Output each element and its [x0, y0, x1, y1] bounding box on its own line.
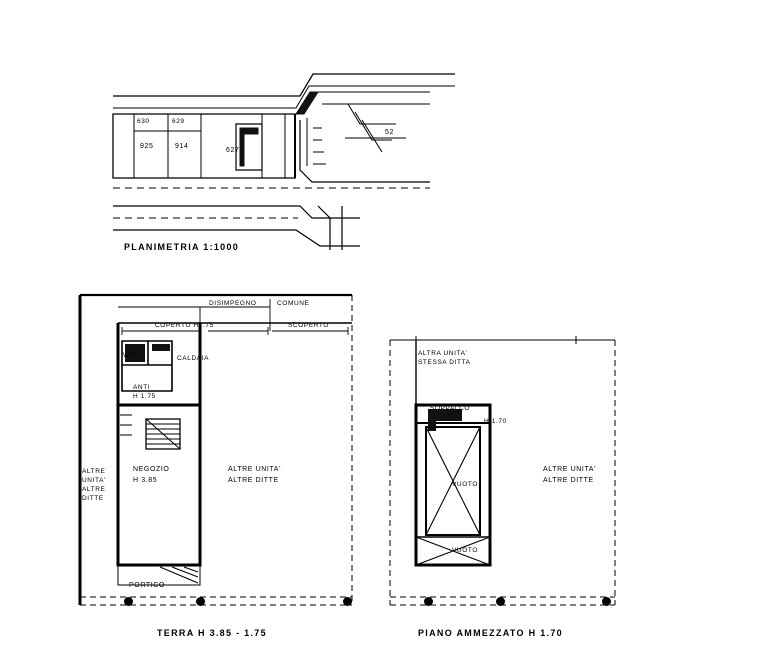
- planimetria-caption: PLANIMETRIA 1:1000: [124, 242, 240, 252]
- label-altre-left-4: DITTE: [82, 495, 104, 502]
- label-altra-unita-2: STESSA DITTA: [418, 359, 471, 366]
- label-soppalco-height: H 1.70: [484, 418, 507, 425]
- planimetria-vector: [0, 0, 762, 290]
- label-altre-ditte-amm: ALTRE DITTE: [543, 477, 594, 484]
- label-disimpegno: DISIMPEGNO: [209, 300, 257, 307]
- label-altre-unita-amm: ALTRE UNITA': [543, 466, 597, 473]
- label-scoperto: SCOPERTO: [288, 322, 330, 329]
- label-altre-unita-terra: ALTRE UNITA': [228, 466, 282, 473]
- label-negozio: NEGOZIO: [133, 466, 170, 473]
- parcel-label-925: 925: [140, 143, 154, 150]
- label-vuoto-2: VUOTO: [452, 547, 478, 554]
- label-negozio-height: H 3.85: [133, 477, 158, 484]
- label-anti: ANTI: [133, 384, 151, 391]
- label-altra-unita-1: ALTRA UNITA': [418, 350, 468, 357]
- label-wc: W.C.: [123, 352, 140, 359]
- pillar-dot: [602, 597, 611, 606]
- label-altre-left-3: ALTRE: [82, 486, 106, 493]
- plan-terra-vector: [0, 285, 400, 665]
- label-caldaia: CALDAIA: [177, 355, 210, 362]
- parcel-label-630: 630: [137, 118, 150, 125]
- plan-ammezzato-vector: [380, 285, 762, 665]
- pillar-dot: [124, 597, 133, 606]
- label-altre-left-1: ALTRE: [82, 468, 106, 475]
- label-comune: COMUNE: [277, 300, 310, 307]
- plan-terra-caption: TERRA H 3.85 - 1.75: [157, 628, 267, 638]
- parcel-label-914: 914: [175, 143, 189, 150]
- label-vuoto-1: VUOTO: [452, 481, 478, 488]
- pillar-dot: [496, 597, 505, 606]
- label-soppalco: SOPPALCO: [430, 405, 471, 412]
- label-altre-ditte-terra: ALTRE DITTE: [228, 477, 279, 484]
- label-coperto: COPERTO H1.75: [155, 322, 214, 329]
- parcel-label-627: 627: [226, 147, 240, 154]
- label-anti-height: H 1.75: [133, 393, 156, 400]
- pillar-dot: [343, 597, 352, 606]
- label-altre-left-2: UNITA': [82, 477, 106, 484]
- pillar-dot: [424, 597, 433, 606]
- plan-ammezzato-caption: PIANO AMMEZZATO H 1.70: [418, 628, 563, 638]
- parcel-label-629: 629: [172, 118, 185, 125]
- pillar-dot: [196, 597, 205, 606]
- parcel-label-52: 52: [385, 129, 394, 136]
- label-portico: PORTICO: [129, 582, 165, 589]
